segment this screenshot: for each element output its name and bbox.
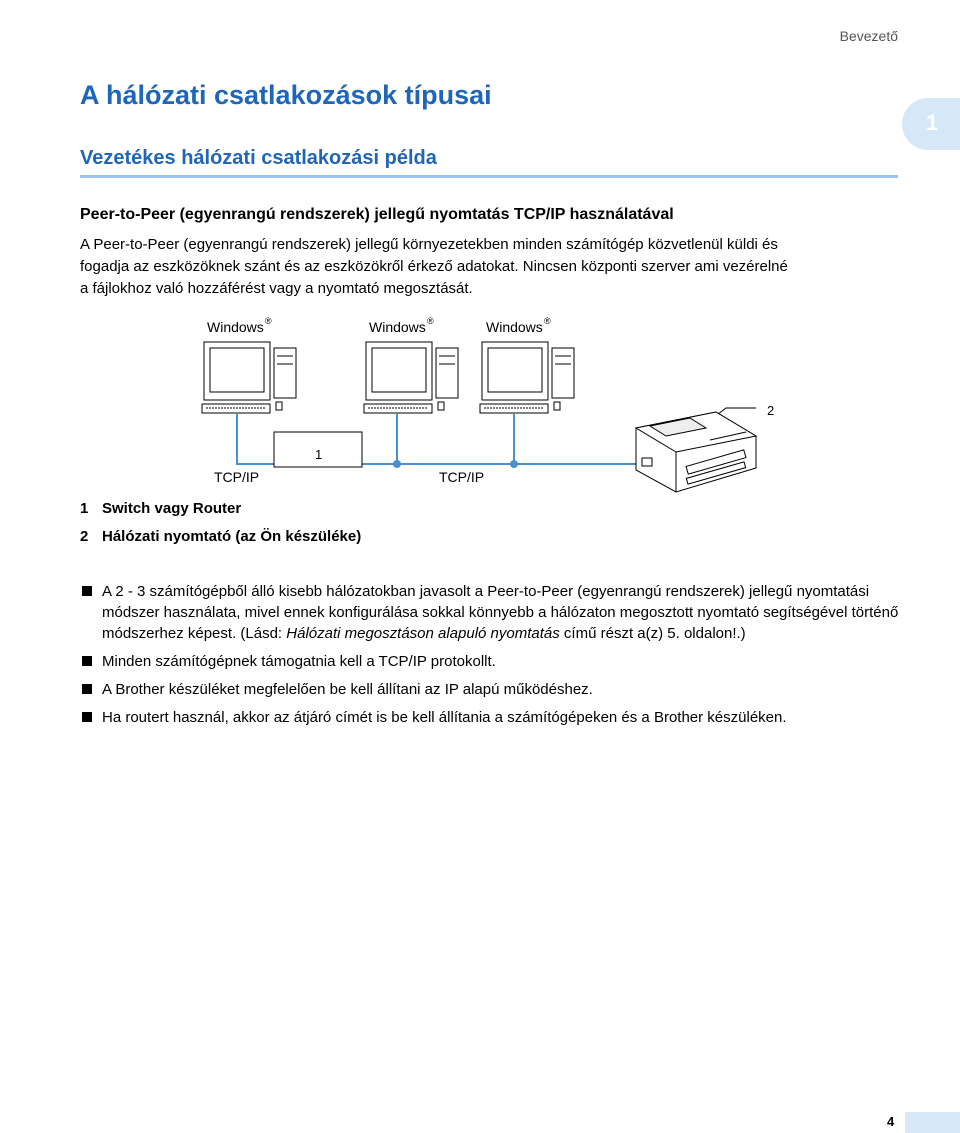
computer-icon (202, 342, 296, 413)
bullet-item (80, 581, 910, 644)
protocol-label-right: TCP/IP (439, 469, 485, 485)
legend-num: 1 (80, 500, 89, 517)
cross-reference-link[interactable]: Hálózati megosztáson alapuló nyomtatás (286, 625, 560, 642)
bullet-text: Ha routert használ, akkor az átjáró címét is be kell állítania a számítógépeken és a Brother készüléken. (102, 709, 787, 726)
legend-item (80, 500, 241, 517)
page-title: A hálózati csatlakozások típusai (80, 80, 492, 110)
intro-line: fogadja az eszközöknek szánt és az eszközökről érkező adatokat. Nincsen központi szerver ami vezérelné (80, 258, 788, 275)
registered-mark-1: ® (265, 316, 272, 326)
chapter-number: 1 (926, 110, 939, 135)
registered-mark-3: ® (544, 316, 551, 326)
subtitle-rule (80, 175, 898, 178)
running-header: Bevezető (839, 28, 898, 44)
bullet-square-icon (82, 656, 92, 666)
connection-node (510, 460, 518, 468)
network-diagram (190, 310, 810, 500)
bullet-square-icon (82, 684, 92, 694)
bullet-text: A 2 - 3 számítógépből álló kisebb hálózatokban javasolt a Peer-to-Peer (egyenrangú rendszerek) jellegű nyomtatási módszer használata, mivel ennek konfigurálása sokkal könnyebb a hálózaton megosztott nyomtató segítségével történő módszerhez képest. (Lásd: (102, 583, 899, 642)
bullet-square-icon (82, 712, 92, 722)
bullet-item (80, 651, 910, 672)
bullet-text: Minden számítógépnek támogatnia kell a TCP/IP protokollt. (102, 653, 496, 670)
section-heading: Peer-to-Peer (egyenrangú rendszerek) jellegű nyomtatás TCP/IP használatával (80, 206, 674, 223)
chapter-tab (902, 98, 960, 150)
intro-paragraph (80, 234, 900, 300)
bullet-item (80, 679, 910, 700)
protocol-label-left: TCP/IP (214, 469, 260, 485)
bullet-square-icon (82, 586, 92, 596)
intro-line: A Peer-to-Peer (egyenrangú rendszerek) jellegű környezetekben minden számítógép közvetlenül küldi és (80, 236, 778, 253)
computer-label-3: Windows (486, 319, 543, 335)
bullet-text: A Brother készüléket megfelelően be kell állítani az IP alapú működéshez. (102, 681, 593, 698)
section-subtitle: Vezetékes hálózati csatlakozási példa (80, 147, 437, 169)
connection-node (393, 460, 401, 468)
computer-label-2: Windows (369, 319, 426, 335)
computer-label-1: Windows (207, 319, 264, 335)
legend-item (80, 528, 361, 545)
legend-text: Switch vagy Router (102, 500, 242, 517)
printer-icon (636, 412, 756, 492)
printer-callout: 2 (767, 403, 775, 418)
computer-icon (364, 342, 458, 413)
legend-text: Hálózati nyomtató (az Ön készüléke) (102, 528, 362, 545)
bullet-item (80, 707, 910, 728)
footer-bar (905, 1112, 960, 1133)
bullet-text: című részt a(z) 5. oldalon!.) (559, 625, 746, 642)
switch-callout: 1 (315, 447, 323, 462)
registered-mark-2: ® (427, 316, 434, 326)
page-number: 4 (887, 1114, 895, 1129)
bullet-list (80, 581, 910, 735)
legend-num: 2 (80, 528, 89, 545)
intro-line: a fájlokhoz való hozzáférést vagy a nyomtató megosztását. (80, 280, 473, 297)
computer-icon (480, 342, 574, 413)
